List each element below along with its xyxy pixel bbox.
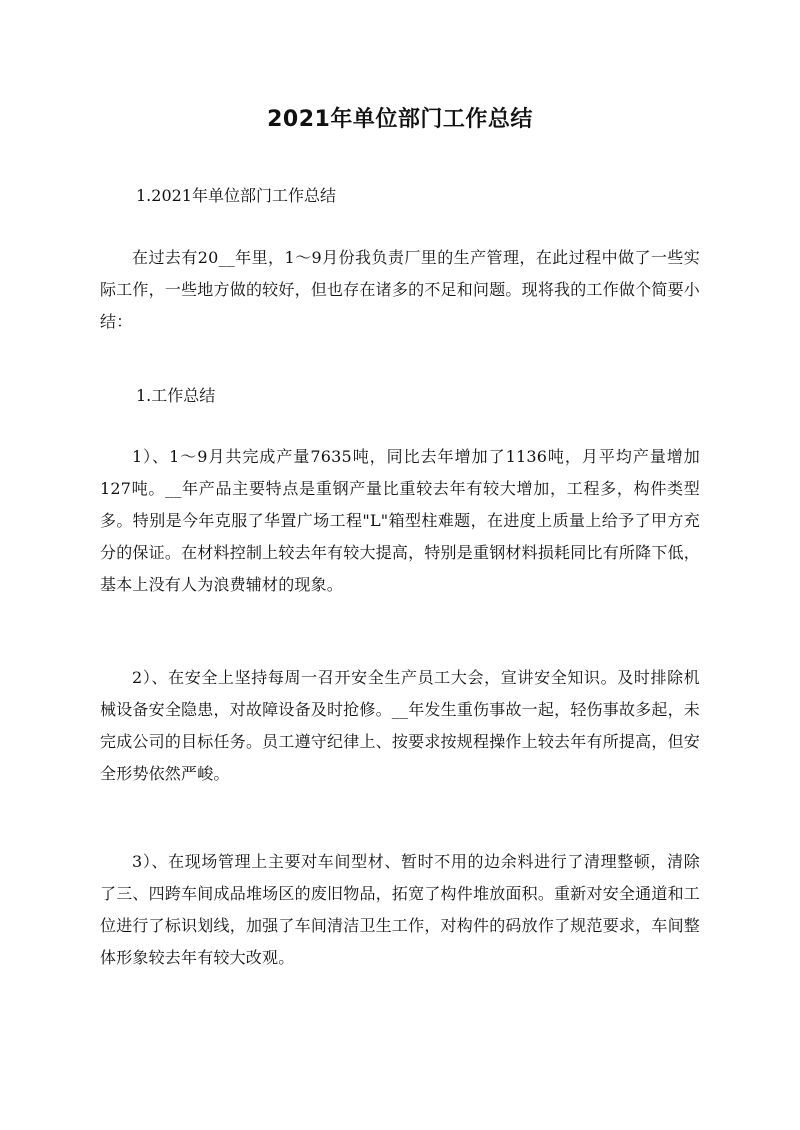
subsection-heading: 1.工作总结 (136, 386, 216, 405)
paragraph-safety-summary: 2）、在安全上坚持每周一召开安全生产员工大会，宣讲安全知识。及时排除机械设备安全隐患，对故障设备及时抢修。__年发生重伤事故一起，轻伤事故多起，未完成公司的目标任务。员工遵守纪律上、按要求按规程操作上较去年有所提高，但安全形势依然严峻。 (100, 668, 700, 783)
paragraph-site-management-summary: 3）、在现场管理上主要对车间型材、暂时不用的边余料进行了清理整顿，清除了三、四跨车间成品堆场区的废旧物品，拓宽了构件堆放面积。重新对安全通道和工位进行了标识划线，加强了车间清洁卫生工作，对构件的码放作了规范要求，车间整体形象较去年有较大改观。 (100, 852, 700, 967)
intro-paragraph: 在过去有20__年里，1～9月份我负责厂里的生产管理，在此过程中做了一些实际工作，一些地方做的较好，但也存在诸多的不足和问题。现将我的工作做个简要小结： (100, 248, 700, 331)
section-heading: 1.2021年单位部门工作总结 (136, 186, 336, 205)
document-title: 2021年单位部门工作总结 (267, 107, 533, 132)
paragraph-output-summary: 1）、1～9月共完成产量7635吨，同比去年增加了1136吨，月平均产量增加127吨。__年产品主要特点是重钢产量比重较去年有较大增加，工程多，构件类型多。特别是今年克服了华置广场工程"L"箱型柱难题，在进度上质量上给予了甲方充分的保证。在材料控制上较去年有较大提高，特别是重钢材料损耗同比有所降下低，基本上没有人为浪费辅材的现象。 (100, 447, 700, 594)
